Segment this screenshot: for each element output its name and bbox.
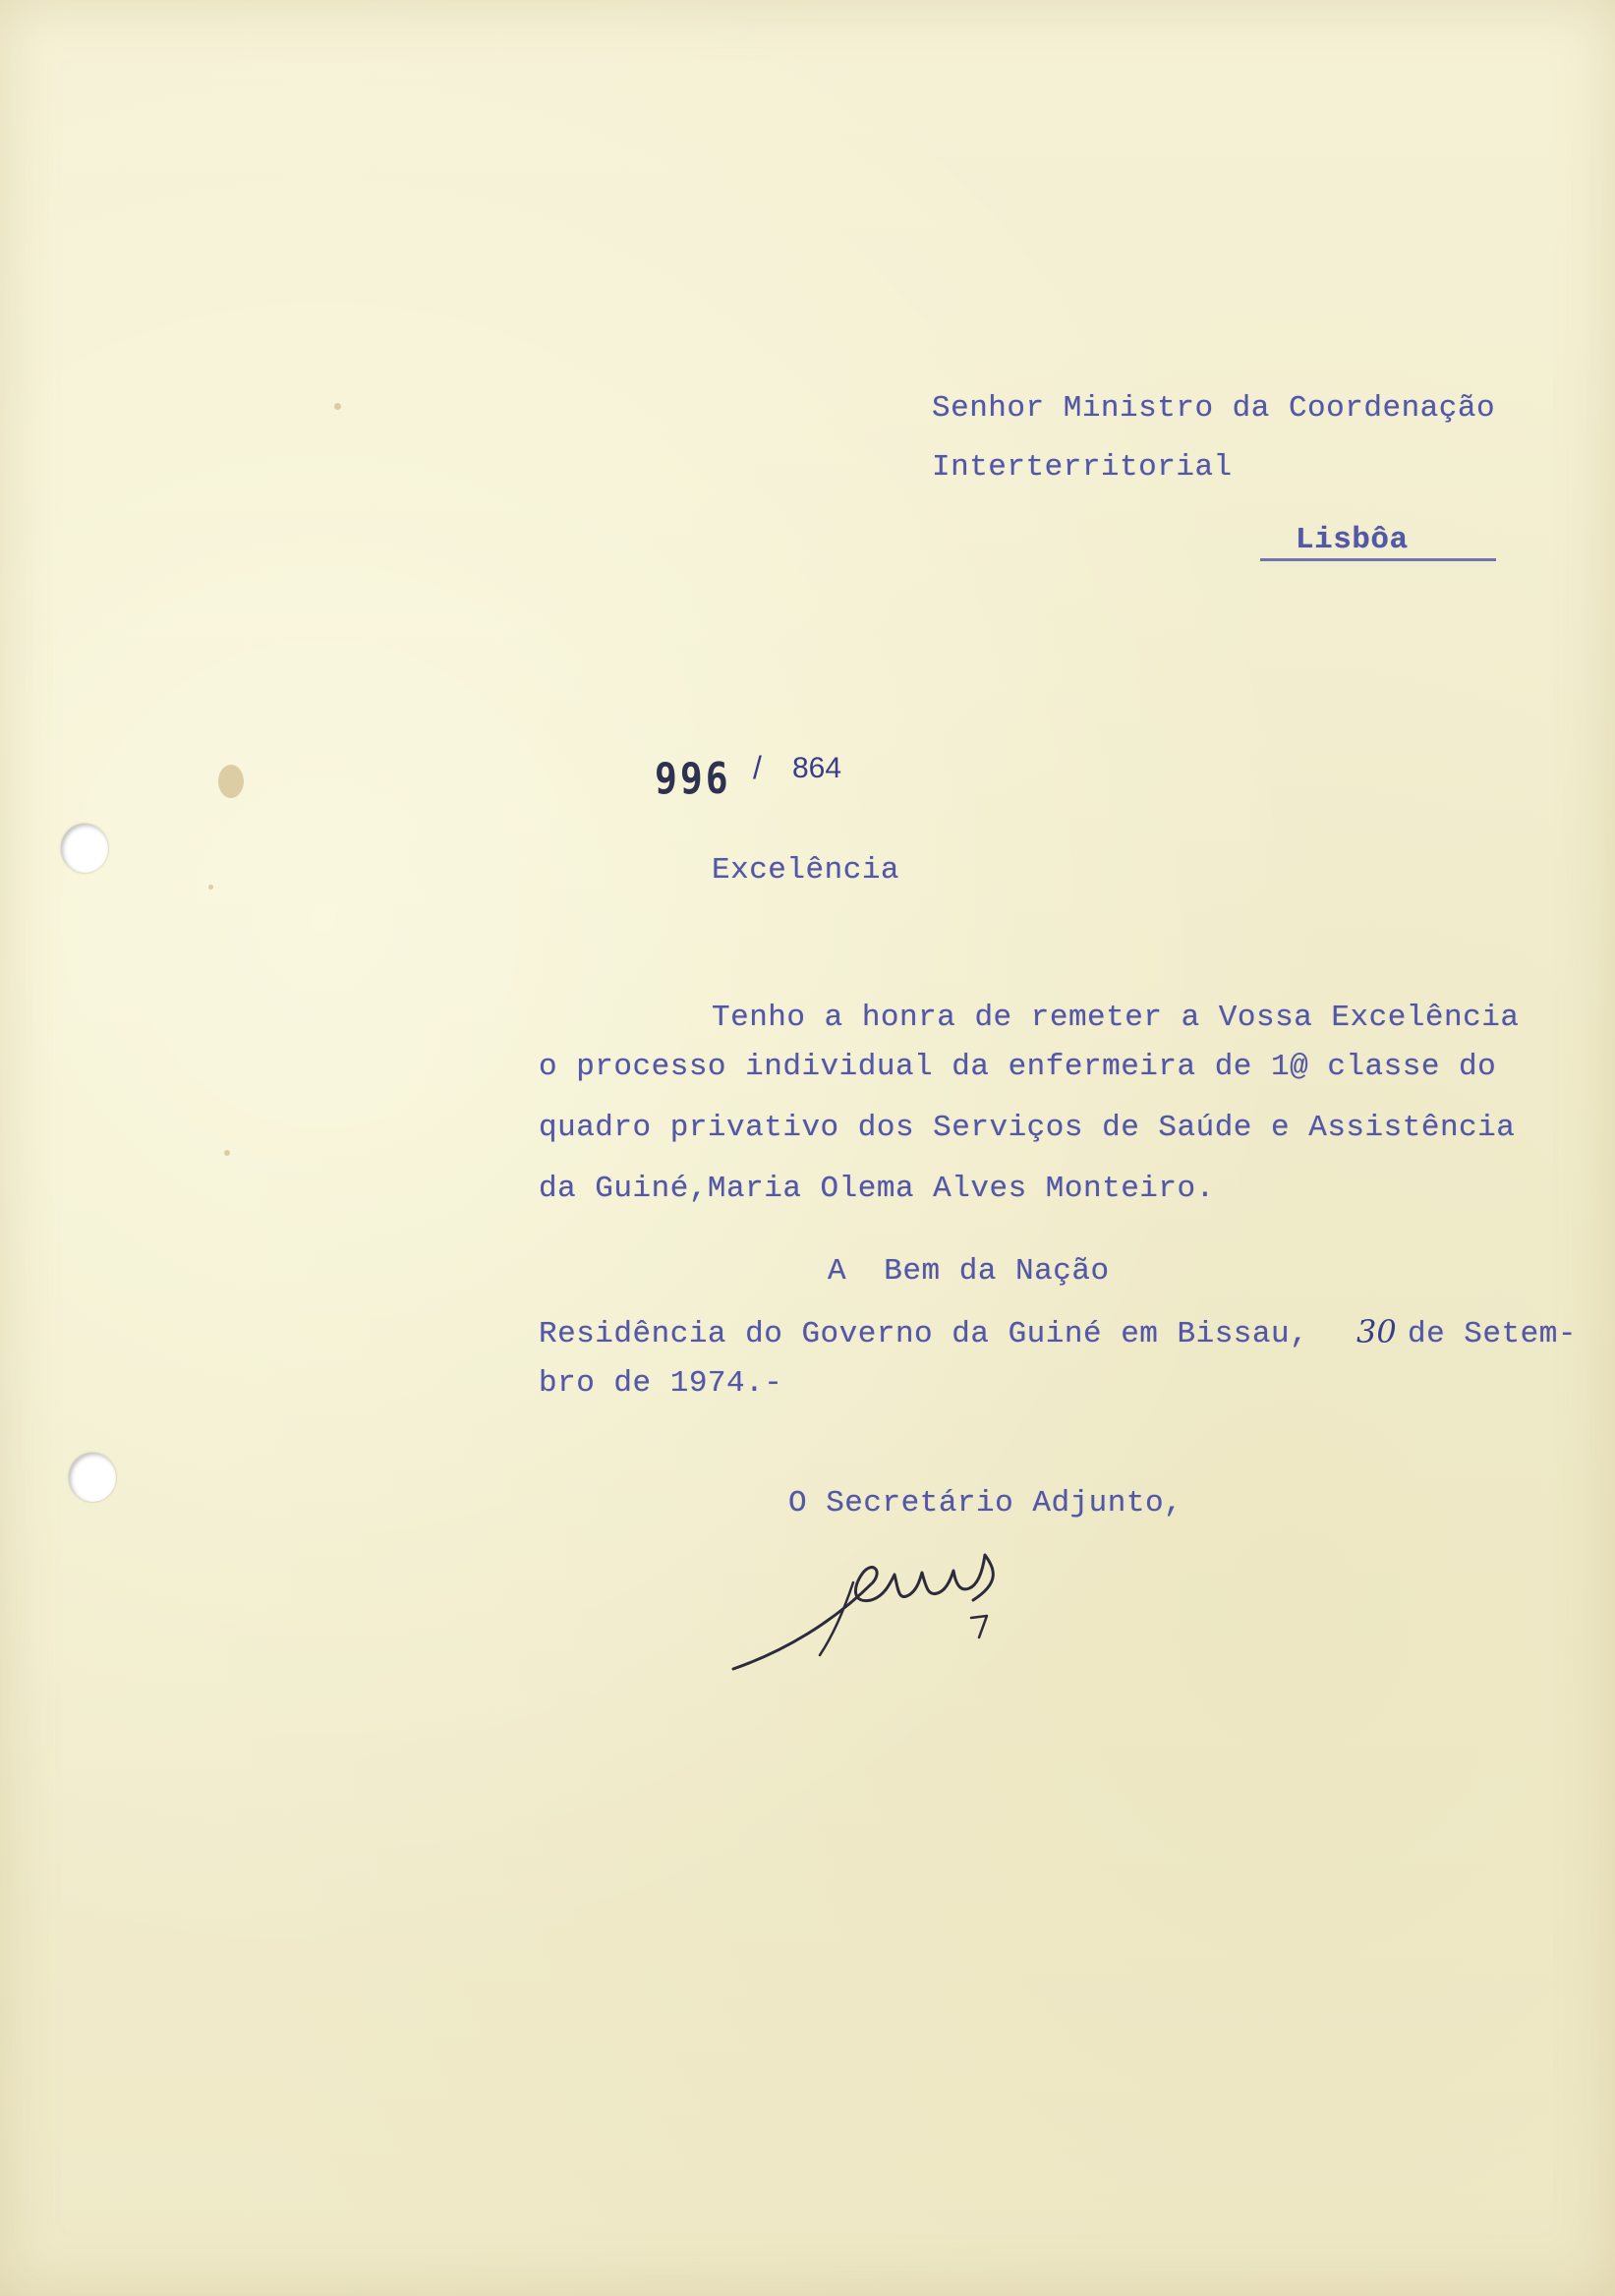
paper-speck	[334, 403, 341, 410]
handwritten-signature	[725, 1543, 1079, 1681]
paper-speck	[208, 885, 213, 890]
place-date-line-2: bro de 1974.-	[539, 1366, 783, 1401]
paper-speck	[224, 1150, 230, 1156]
signatory-title: O Secretário Adjunto,	[788, 1486, 1183, 1521]
city-underline	[1260, 558, 1496, 561]
place-date-day-handwritten: 30	[1356, 1313, 1397, 1350]
punch-hole-top	[61, 824, 108, 873]
body-line-3: quadro privativo dos Serviços de Saúde e Assistência	[539, 1111, 1516, 1145]
body-line-4: da Guiné,Maria Olema Alves Monteiro.	[539, 1172, 1215, 1206]
place-date-line-1-start: Residência do Governo da Guiné em Bissau,	[539, 1317, 1309, 1351]
recipient-city: Lisbôa	[1296, 523, 1409, 557]
body-line-2: o processo individual da enfermeira de 1@ classe do	[539, 1050, 1497, 1084]
closing-motto: A Bem da Nação	[828, 1254, 1110, 1289]
reference-handwritten-number: 864	[792, 752, 842, 784]
recipient-line-2: Interterritorial	[932, 450, 1233, 485]
body-line-1: Tenho a honra de remeter a Vossa Excelência	[712, 1001, 1520, 1035]
punch-hole-bottom	[69, 1453, 116, 1502]
salutation: Excelência	[712, 853, 900, 888]
place-date-line-1-end: de Setem-	[1408, 1317, 1577, 1351]
recipient-line-1: Senhor Ministro da Coordenação	[932, 391, 1496, 426]
paper-stain	[218, 765, 244, 798]
reference-slash: /	[753, 750, 762, 785]
reference-stamp-number: 996	[655, 753, 731, 804]
